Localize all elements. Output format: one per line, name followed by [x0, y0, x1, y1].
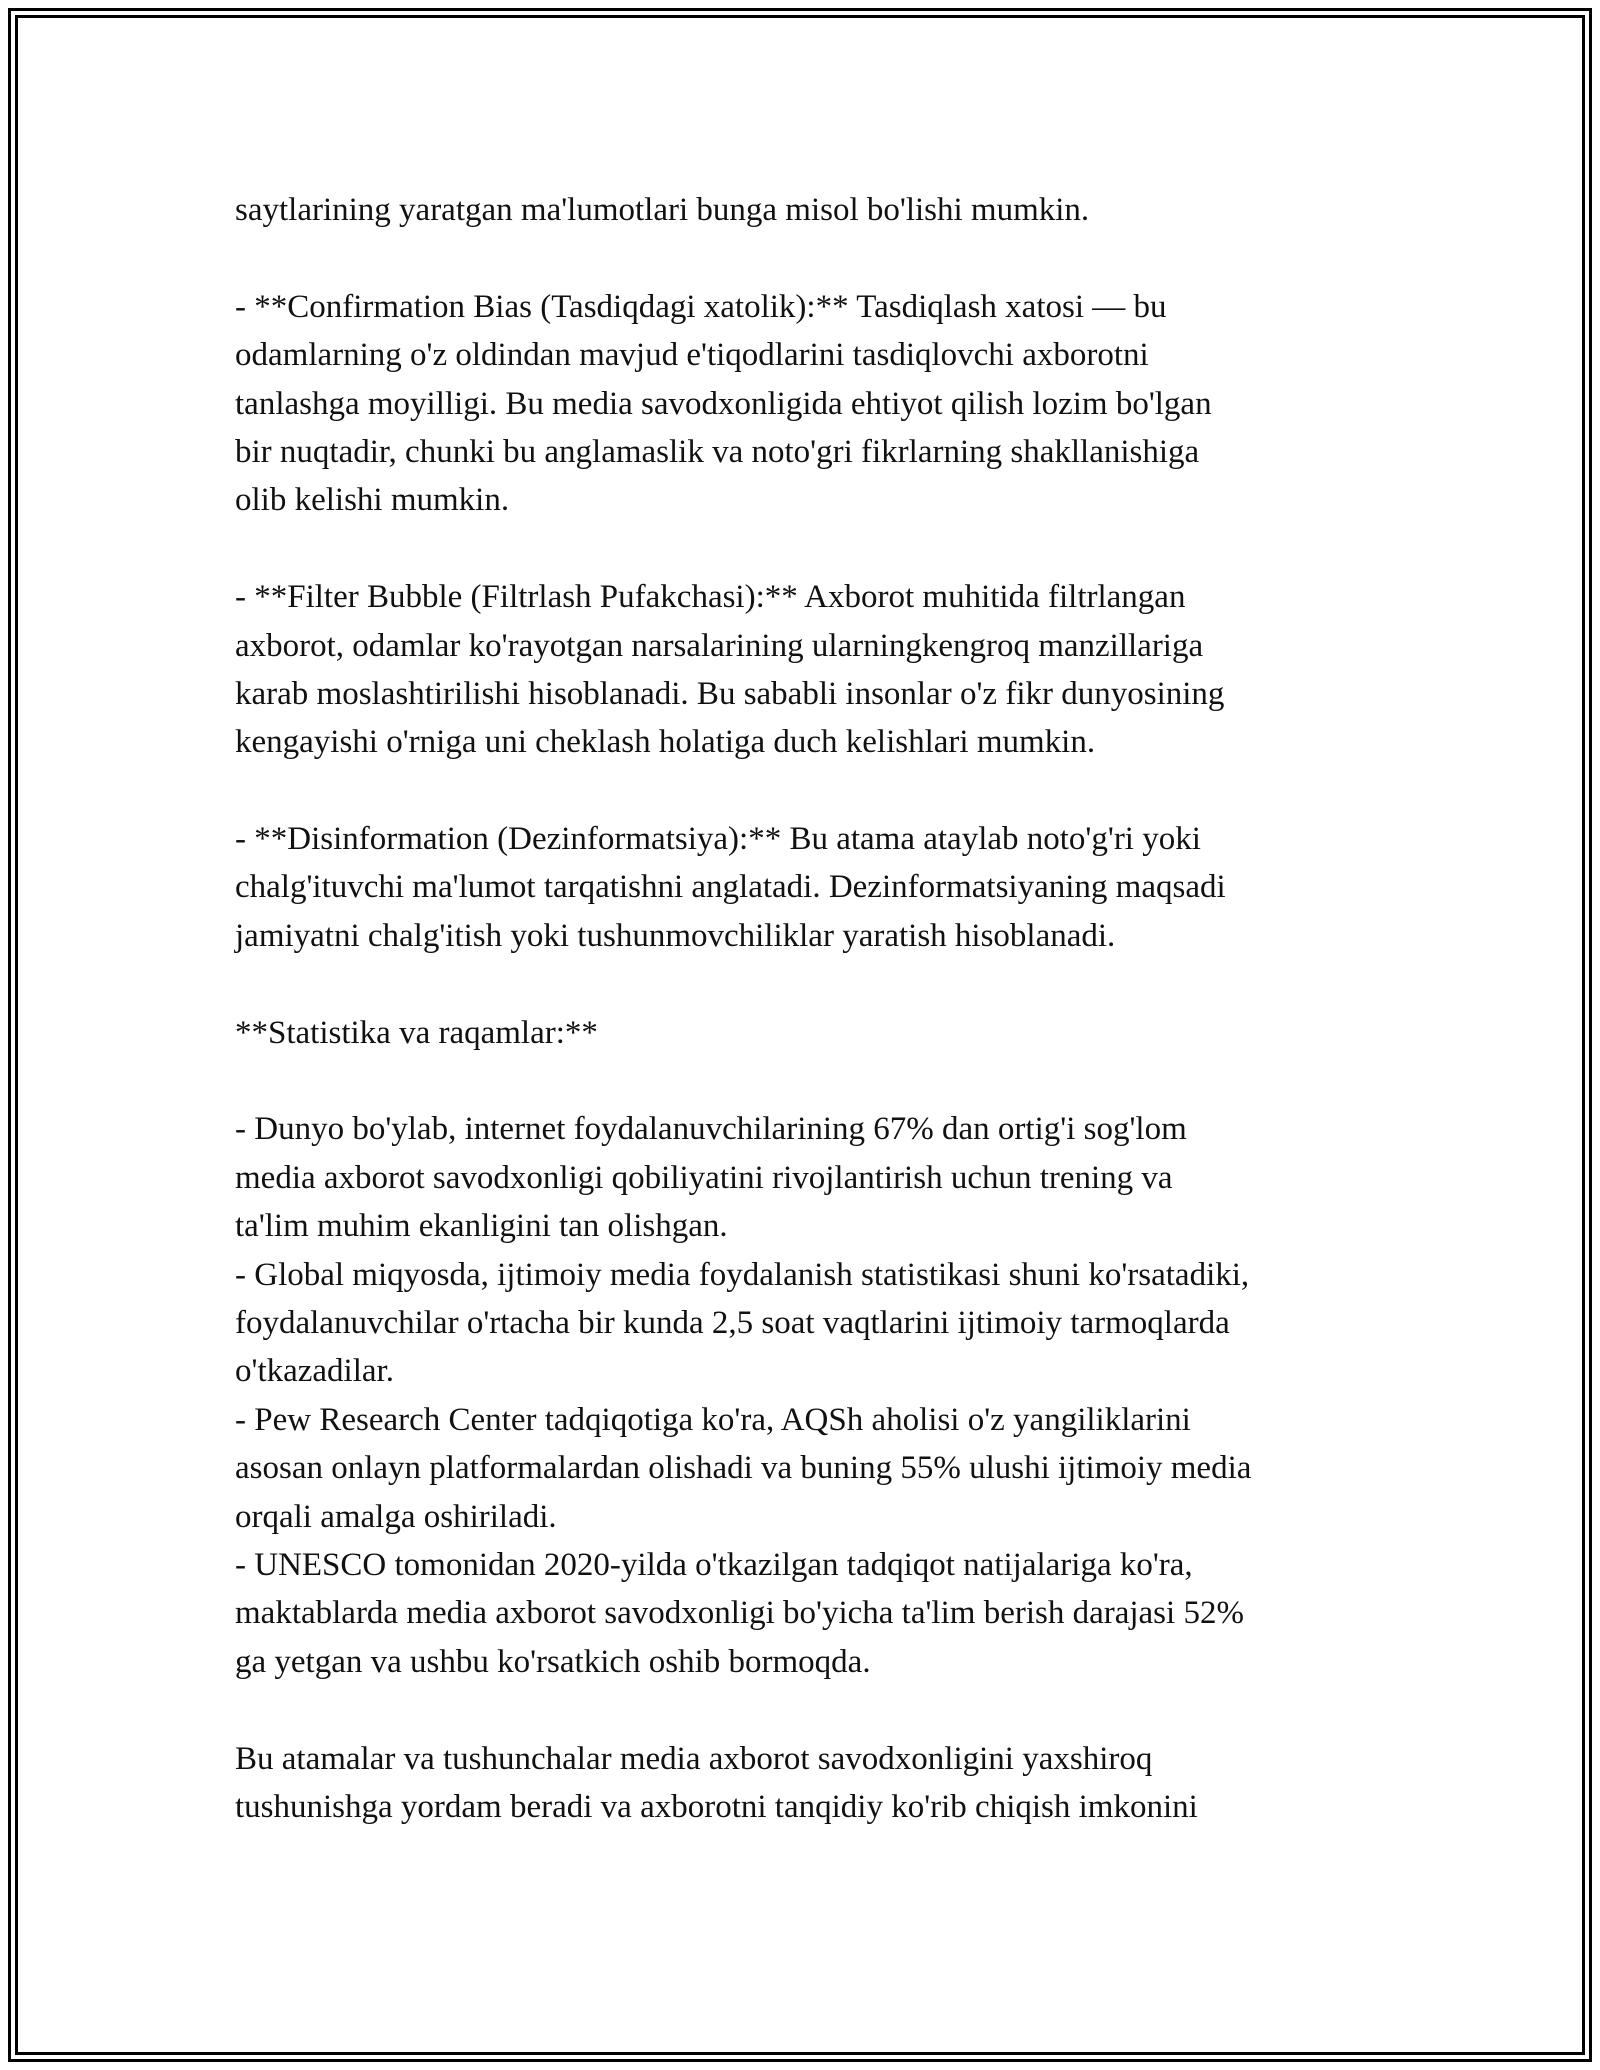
text-line: bir nuqtadir, chunki bu anglamaslik va noto'gri fikrlarning shakllanishiga: [235, 433, 1200, 470]
closing-paragraph: [235, 1735, 1385, 1832]
text-line: - Pew Research Center tadqiqotiga ko'ra, AQSh aholisi o'z yangiliklarini: [235, 1401, 1191, 1438]
paragraph-gap: [235, 1686, 1385, 1734]
filter-bubble-item: [235, 573, 1385, 767]
text-line: kengayishi o'rniga uni cheklash holatiga duch kelishlari mumkin.: [235, 724, 1096, 761]
text-line: ga yetgan va ushbu ko'rsatkich oshib bormoqda.: [235, 1643, 871, 1680]
text-line: olib kelishi mumkin.: [235, 482, 510, 519]
paragraph-gap: [235, 1057, 1385, 1105]
statistics-list: [235, 1105, 1385, 1686]
text-line: - Global miqyosda, ijtimoiy media foydalanish statistikasi shuni ko'rsatadiki,: [235, 1256, 1250, 1293]
paragraph-gap: [235, 960, 1385, 1008]
document-body: [235, 186, 1385, 1831]
text-line: media axborot savodxonligi qobiliyatini rivojlantirish uchun trening va: [235, 1159, 1173, 1196]
text-line: ta'lim muhim ekanligini tan olishgan.: [235, 1208, 728, 1245]
confirmation-bias-item: [235, 283, 1385, 525]
statistics-heading: [235, 1009, 1385, 1057]
text-line: o'tkazadilar.: [235, 1353, 394, 1390]
paragraph-gap: [235, 525, 1385, 573]
text-line: maktablarda media axborot savodxonligi bo'yicha ta'lim berish darajasi 52%: [235, 1595, 1244, 1632]
text-line: tanlashga moyilligi. Bu media savodxonligida ehtiyot qilish lozim bo'lgan: [235, 385, 1212, 422]
text-line: axborot, odamlar ko'rayotgan narsalarining ularningkengroq manzillariga: [235, 627, 1204, 664]
paragraph-gap: [235, 234, 1385, 282]
text-line: - **Disinformation (Dezinformatsiya):** Bu atama ataylab noto'g'ri yoki: [235, 821, 1201, 858]
text-line: asosan onlayn platformalardan olishadi va buning 55% ulushi ijtimoiy media: [235, 1450, 1252, 1487]
text-line: orqali amalga oshiriladi.: [235, 1498, 557, 1535]
text-line: **Statistika va raqamlar:**: [235, 1014, 598, 1051]
text-line: saytlarining yaratgan ma'lumotlari bunga misol bo'lishi mumkin.: [235, 192, 1090, 228]
intro-continuation: [235, 186, 1385, 234]
text-line: - UNESCO tomonidan 2020-yilda o'tkazilgan tadqiqot natijalariga ko'ra,: [235, 1546, 1193, 1583]
text-line: Bu atamalar va tushunchalar media axborot savodxonligini yaxshiroq: [235, 1740, 1153, 1777]
text-line: - **Confirmation Bias (Tasdiqdagi xatolik):** Tasdiqlash xatosi — bu: [235, 288, 1167, 325]
text-line: karab moslashtirilishi hisoblanadi. Bu sababli insonlar o'z fikr dunyosining: [235, 675, 1225, 712]
text-line: jamiyatni chalg'itish yoki tushunmovchiliklar yaratish hisoblanadi.: [235, 917, 1116, 954]
disinformation-item: [235, 815, 1385, 960]
paragraph-gap: [235, 767, 1385, 815]
text-line: odamlarning o'z oldindan mavjud e'tiqodlarini tasdiqlovchi axborotni: [235, 337, 1149, 374]
text-line: - Dunyo bo'ylab, internet foydalanuvchilarining 67% dan ortig'i sog'lom: [235, 1111, 1187, 1148]
text-line: foydalanuvchilar o'rtacha bir kunda 2,5 soat vaqtlarini ijtimoiy tarmoqlarda: [235, 1304, 1230, 1341]
text-line: - **Filter Bubble (Filtrlash Pufakchasi):** Axborot muhitida filtrlangan: [235, 579, 1186, 616]
text-line: tushunishga yordam beradi va axborotni tanqidiy ko'rib chiqish imkonini: [235, 1788, 1198, 1825]
text-line: chalg'ituvchi ma'lumot tarqatishni anglatadi. Dezinformatsiyaning maqsadi: [235, 869, 1226, 906]
